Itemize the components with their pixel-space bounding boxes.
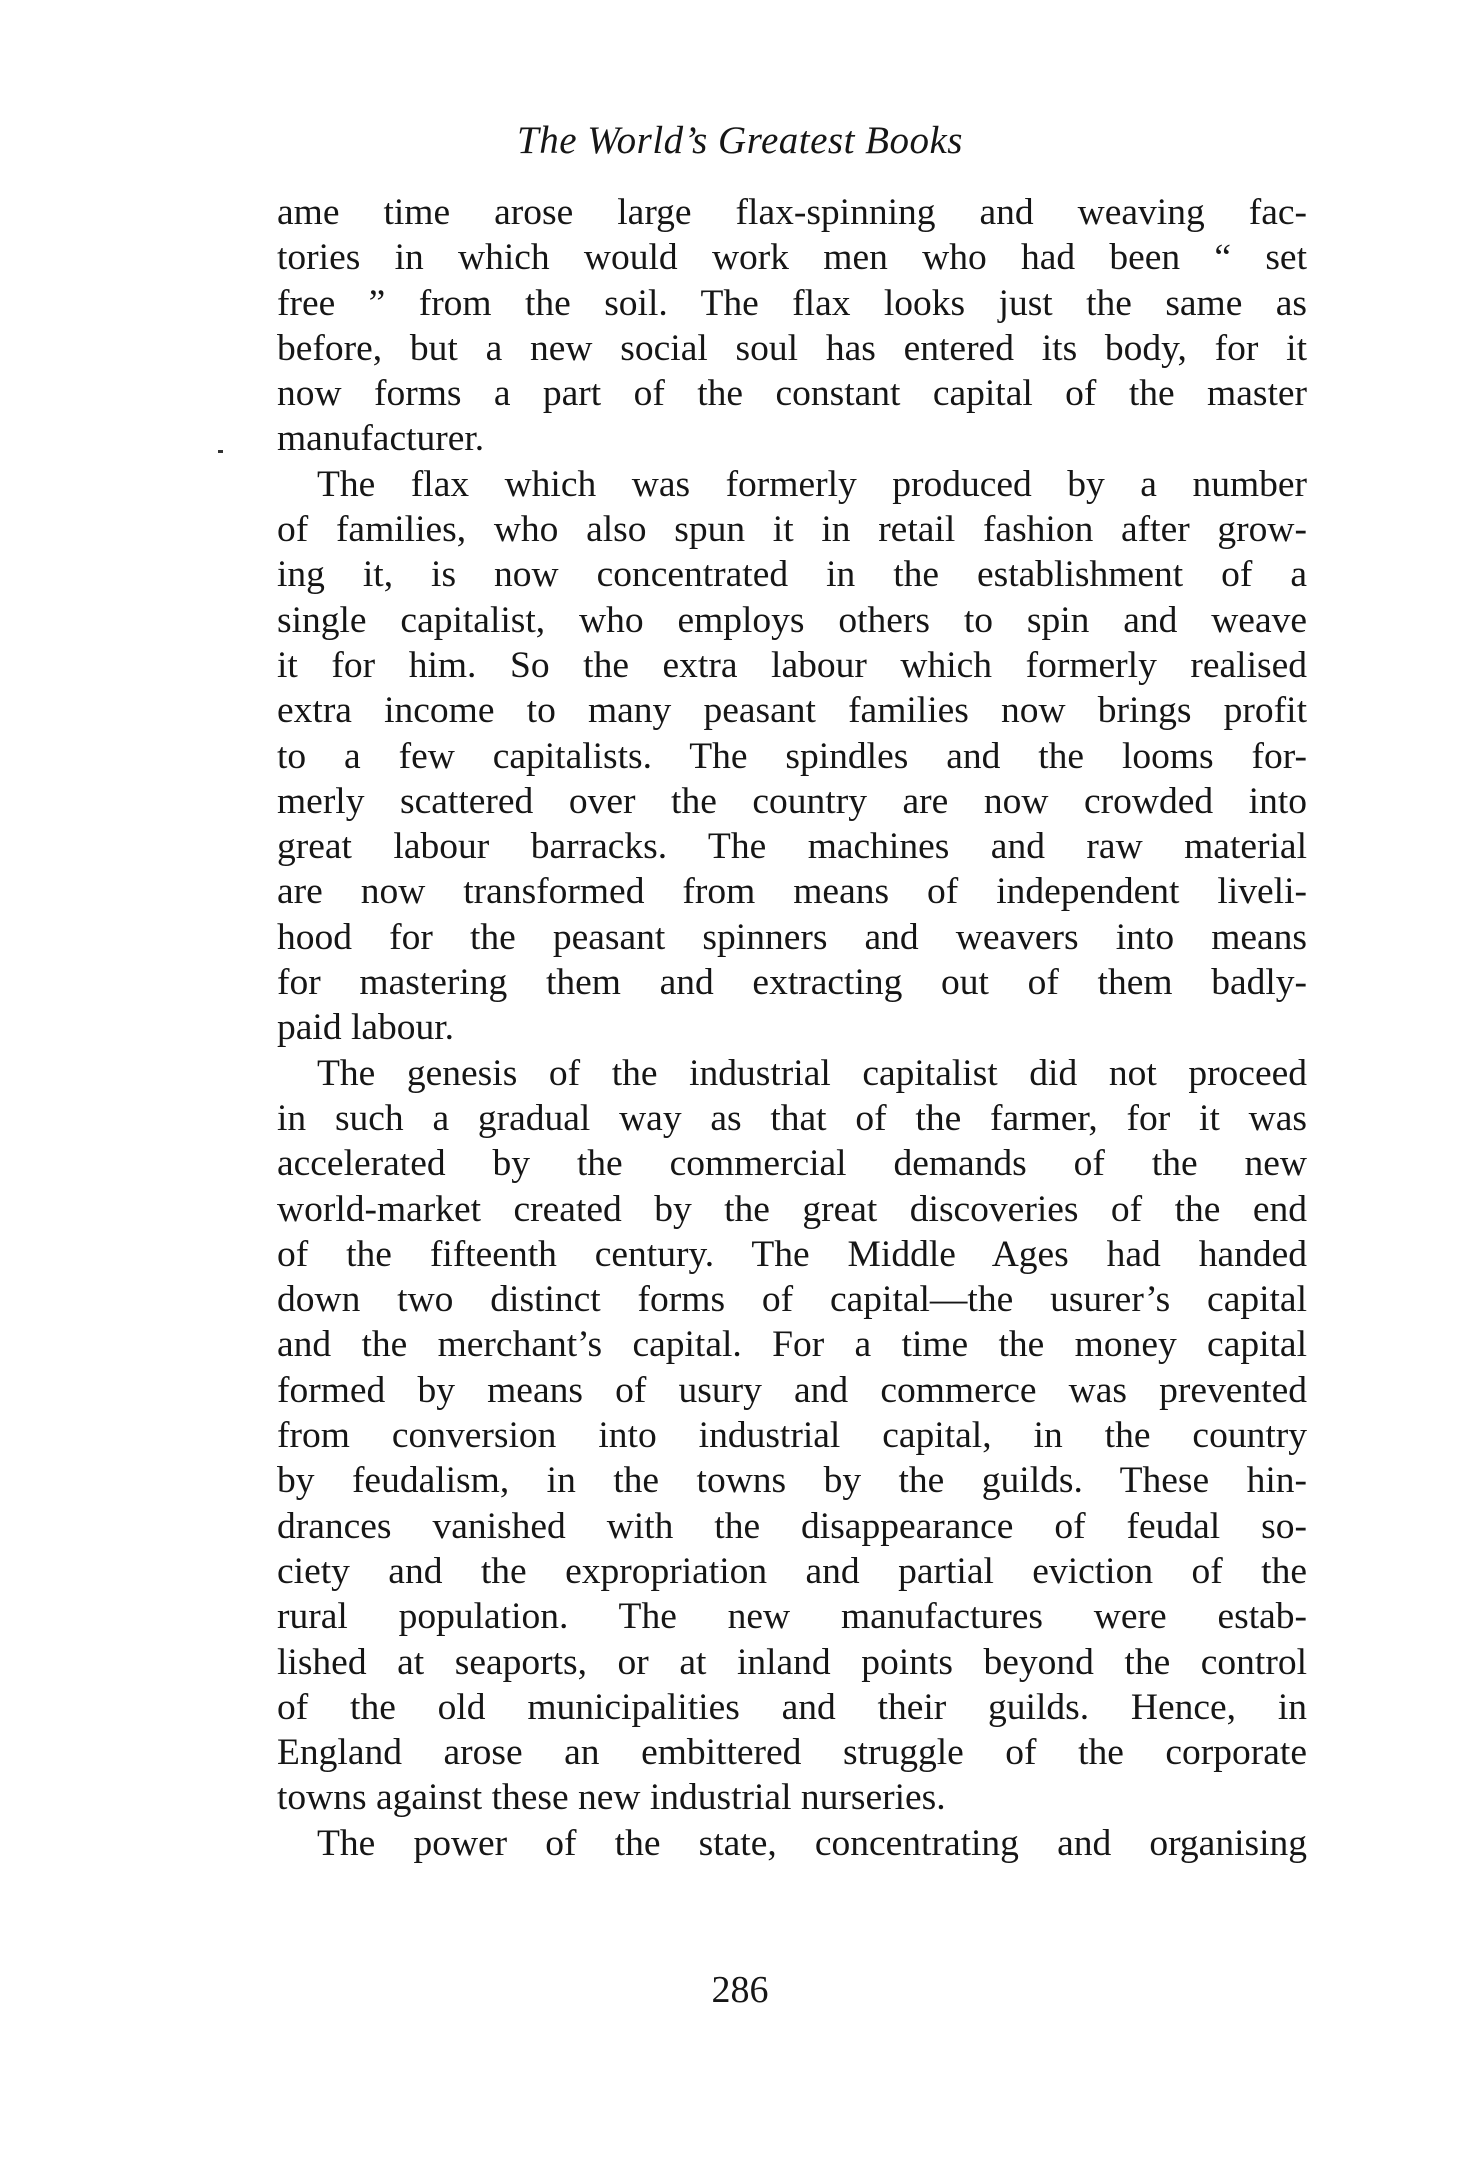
text-line: for mastering them and extracting out of them badly- — [277, 962, 1307, 1004]
text-line: single capitalist, who employs others to spin and weave — [277, 599, 1307, 641]
text-line: ing it, is now concentrated in the establishment of a — [277, 554, 1307, 596]
text-line: of families, who also spun it in retail fashion after grow- — [277, 509, 1307, 551]
page-number: 286 — [711, 1969, 769, 2011]
text-line: formed by means of usury and commerce was prevented — [277, 1369, 1307, 1411]
text-line: of the old municipalities and their guilds. Hence, in — [277, 1686, 1307, 1728]
text-line: tories in which would work men who had been “ set — [277, 237, 1307, 279]
text-line: accelerated by the commercial demands of the new — [277, 1143, 1307, 1185]
text-line: ame time arose large flax-spinning and weaving fac- — [277, 192, 1307, 233]
text-line: now forms a part of the constant capital of the master — [277, 373, 1307, 415]
text-line: it for him. So the extra labour which formerly realised — [277, 644, 1307, 686]
text-line: world-market created by the great discoveries of the end — [277, 1188, 1307, 1230]
text-line: are now transformed from means of independent liveli- — [277, 871, 1307, 913]
text-line: by feudalism, in the towns by the guilds. These hin- — [277, 1460, 1307, 1502]
text-line: The genesis of the industrial capitalist did not proceed — [317, 1052, 1307, 1094]
text-line: England arose an embittered struggle of the corporate — [277, 1732, 1307, 1774]
margin-mark — [218, 450, 223, 453]
text-line: free ” from the soil. The flax looks just the same as — [277, 282, 1307, 324]
running-head: The World’s Greatest Books — [517, 119, 963, 162]
text-line: drances vanished with the disappearance of feudal so- — [277, 1505, 1307, 1547]
text-line: hood for the peasant spinners and weavers into means — [277, 916, 1307, 958]
text-line: extra income to many peasant families now brings profit — [277, 690, 1307, 732]
text-line: to a few capitalists. The spindles and the looms for- — [277, 735, 1307, 777]
text-line: from conversion into industrial capital, in the country — [277, 1415, 1307, 1457]
body-text — [277, 190, 1307, 1866]
text-line: of the fifteenth century. The Middle Ages had handed — [277, 1233, 1307, 1275]
text-line: manufacturer. — [277, 418, 485, 460]
text-line: merly scattered over the country are now crowded into — [277, 780, 1307, 822]
text-line: down two distinct forms of capital—the usurer’s capital — [277, 1279, 1307, 1321]
text-line: great labour barracks. The machines and raw material — [277, 826, 1307, 868]
text-line: towns against these new industrial nurseries. — [277, 1777, 946, 1819]
text-line: rural population. The new manufactures were estab- — [277, 1596, 1307, 1638]
text-line: ciety and the expropriation and partial eviction of the — [277, 1550, 1307, 1592]
text-line: The flax which was formerly produced by a number — [317, 463, 1307, 505]
text-line: The power of the state, concentrating and organising — [317, 1822, 1307, 1864]
text-line: and the merchant’s capital. For a time the money capital — [277, 1324, 1307, 1366]
text-line: before, but a new social soul has entered its body, for it — [277, 327, 1307, 369]
text-line: in such a gradual way as that of the farmer, for it was — [277, 1097, 1307, 1139]
text-line: paid labour. — [277, 1007, 455, 1049]
text-line: lished at seaports, or at inland points beyond the control — [277, 1641, 1307, 1683]
